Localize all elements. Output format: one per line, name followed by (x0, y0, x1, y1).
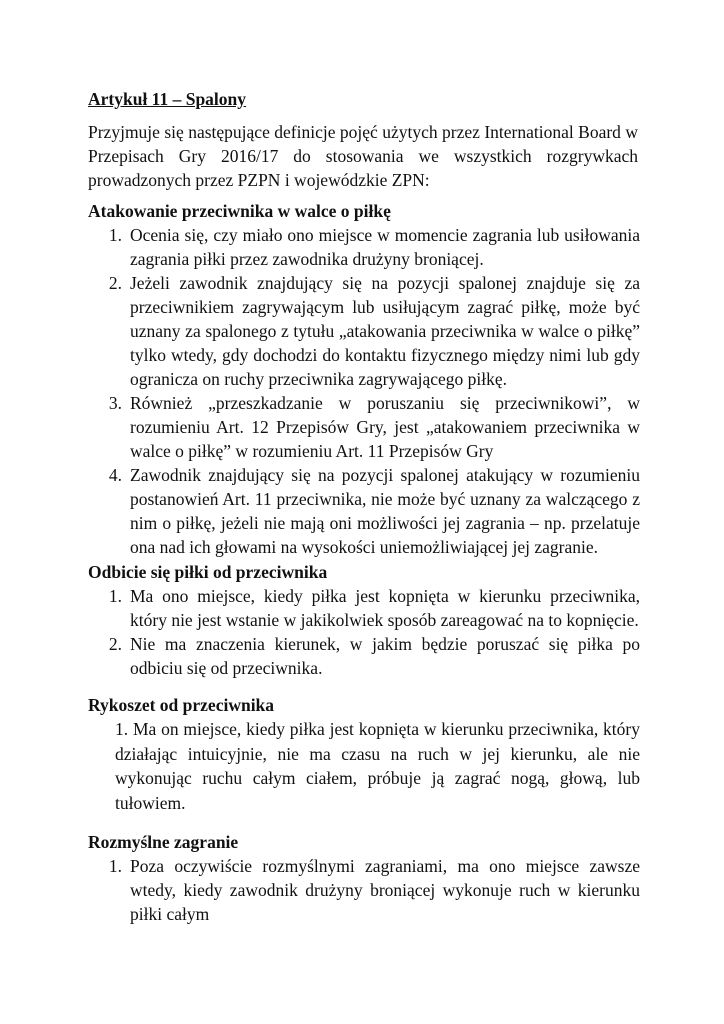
item-text: Ocenia się, czy miało ono miejsce w momencie zagrania lub usiłowania zagrania piłki przez zawodnika drużyny broniącej. (130, 225, 640, 269)
list-item (88, 854, 640, 926)
item-number: 1. (115, 719, 129, 739)
numbered-list (88, 854, 640, 926)
item-number: 2. (108, 273, 122, 293)
item-text: Nie ma znaczenia kierunek, w jakim będzie poruszać się piłka po odbiciu się od przeciwnika. (130, 634, 640, 678)
list-item (88, 463, 640, 559)
list-item (88, 632, 640, 680)
item-number: 4. (108, 465, 122, 485)
numbered-list (88, 223, 640, 559)
section-heading: Rozmyślne zagranie (88, 832, 239, 852)
article-title: Artykuł 11 – Spalony (88, 89, 247, 109)
item-number: 3. (108, 393, 122, 413)
numbered-list (88, 584, 640, 680)
item-text: Ma ono miejsce, kiedy piłka jest kopnięta w kierunku przeciwnika, który nie jest wstanie w jakikolwiek sposób zareagować na to kopnięcie. (130, 586, 640, 630)
list-item (88, 584, 640, 632)
section-deliberate-play (88, 830, 640, 926)
item-number: 2. (108, 634, 122, 654)
section-attacking (88, 199, 640, 559)
item-text: Ma on miejsce, kiedy piłka jest kopnięta w kierunku przeciwnika, który działając intuicyjnie, nie ma czasu na ruch w jej kierunku, ale nie wykonując ruchu całym ciałem, próbuje ją zagrać nogą, głową, lub tułowiem. (115, 719, 640, 813)
section-heading: Atakowanie przeciwnika w walce o piłkę (88, 201, 391, 221)
item-text: Jeżeli zawodnik znajdujący się na pozycji spalonej znajduje się za przeciwnikiem zagrywającym lub usiłującym zagrać piłkę, może być uznany za spalonego z tytułu „atakowania przeciwnika w walce o piłkę” tylko wtedy, gdy dochodzi do kontaktu fizycznego między nimi lub gdy ogranicza on ruchy przeciwnika zagrywającego piłkę. (130, 273, 640, 389)
list-item (115, 717, 640, 815)
item-text: Zawodnik znajdujący się na pozycji spalonej atakujący w rozumieniu postanowień Art. 11 przeciwnika, nie może być uznany za walczącego z nim o piłkę, jeżeli nie mają oni możliwości jej zagrania – np. przelatuje ona nad ich głowami na wysokości uniemożliwiającej jej zagranie. (130, 465, 640, 557)
list-item (88, 271, 640, 391)
list-item (88, 391, 640, 463)
section-heading: Rykoszet od przeciwnika (88, 695, 275, 715)
item-number: 1. (108, 225, 122, 245)
section-ricochet (88, 693, 640, 815)
item-number: 1. (108, 856, 122, 876)
section-heading: Odbicie się piłki od przeciwnika (88, 562, 328, 582)
item-number: 1. (108, 586, 122, 606)
intro-paragraph: Przyjmuje się następujące definicje pojęć użytych przez International Board w Przepisach Gry 2016/17 do stosowania we wszystkich rozgrywkach prowadzonych przez PZPN i wojewódzkie ZPN: (88, 122, 638, 190)
list-item (88, 223, 640, 271)
item-text: Poza oczywiście rozmyślnymi zagraniami, ma ono miejsce zawsze wtedy, kiedy zawodnik drużyny broniącej wykonuje ruch w kierunku piłki całym (130, 856, 640, 924)
section-deflection (88, 560, 640, 680)
item-text: Również „przeszkadzanie w poruszaniu się przeciwnikowi”, w rozumieniu Art. 12 Przepisów Gry, jest „atakowaniem przeciwnika w walce o piłkę” w rozumieniu Art. 11 Przepisów Gry (130, 393, 640, 461)
